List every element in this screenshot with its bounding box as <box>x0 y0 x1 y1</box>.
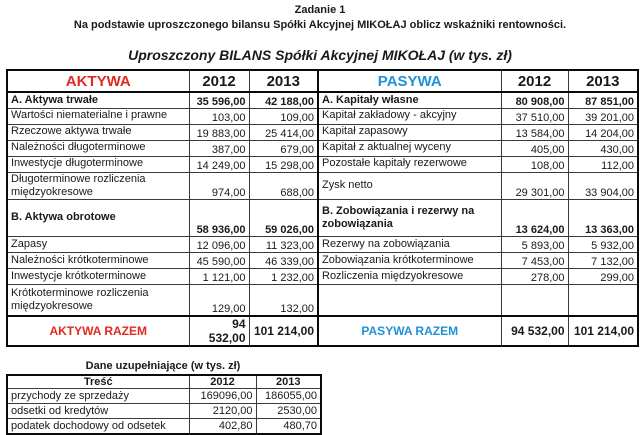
pasywa-razem-label: PASYWA RAZEM <box>318 316 501 346</box>
pasywa-item-label: A. Kapitały własne <box>318 92 501 108</box>
sup-item-2012-value: 169096,00 <box>189 389 256 404</box>
aktywa-header-cell: AKTYWA <box>7 70 189 92</box>
balance-row <box>7 92 638 108</box>
balance-table <box>6 69 639 347</box>
pasywa-item-2012-value: 5 893,00 <box>501 236 568 252</box>
pasywa-item-label: Kapitał zapasowy <box>318 124 501 140</box>
balance-total-row <box>7 316 638 346</box>
aktywa-item-2012-value: 14 249,00 <box>189 156 249 172</box>
pasywa-item-2013-value: 7 132,00 <box>568 252 638 268</box>
aktywa-item-label: A. Aktywa trwałe <box>7 92 189 108</box>
balance-row <box>7 140 638 156</box>
pasywa-item-2013-value: 14 204,00 <box>568 124 638 140</box>
supplementary-header-row <box>7 375 321 389</box>
aktywa-item-2012-value: 12 096,00 <box>189 236 249 252</box>
pasywa-item-2013-value <box>568 284 638 316</box>
balance-row <box>7 108 638 124</box>
sup-item-2013-value: 186055,00 <box>256 389 321 404</box>
sup-item-2013-value: 2530,00 <box>256 404 321 419</box>
sup-2013-header-cell: 2013 <box>256 375 321 389</box>
pasywa-item-2012-value: 37 510,00 <box>501 108 568 124</box>
aktywa-item-2012-value: 974,00 <box>189 172 249 199</box>
pasywa-item-2012-value: 13 624,00 <box>501 199 568 236</box>
pasywa-item-label: Zobowiązania krótkoterminowe <box>318 252 501 268</box>
pasywa-2012-header-cell: 2012 <box>501 70 568 92</box>
pasywa-header-cell: PASYWA <box>318 70 501 92</box>
pasywa-item-label: Kapitał zakładowy - akcyjny <box>318 108 501 124</box>
aktywa-item-2012-value: 45 590,00 <box>189 252 249 268</box>
aktywa-2013-header-cell: 2013 <box>249 70 318 92</box>
aktywa-item-2013-value: 679,00 <box>249 140 318 156</box>
balance-table-title: Uproszczony BILANS Spółki Akcyjnej MIKOŁAJ (w tys. zł) <box>128 47 512 63</box>
aktywa-item-2013-value: 25 414,00 <box>249 124 318 140</box>
pasywa-item-2013-value: 299,00 <box>568 268 638 284</box>
sup-item-label: przychody ze sprzedaży <box>7 389 189 404</box>
supplementary-row <box>7 404 321 419</box>
aktywa-item-label: Inwestycje krótkoterminowe <box>7 268 189 284</box>
pasywa-item-2013-value: 39 201,00 <box>568 108 638 124</box>
sup-item-label: odsetki od kredytów <box>7 404 189 419</box>
supplementary-title: Dane uzupełniające (w tys. zł) <box>85 360 241 373</box>
pasywa-item-label: Zysk netto <box>318 172 501 199</box>
supplementary-row <box>7 389 321 404</box>
pasywa-item-label: Rozliczenia międzyokresowe <box>318 268 501 284</box>
aktywa-item-label: Wartości niematerialne i prawne <box>7 108 189 124</box>
pasywa-item-label: B. Zobowiązania i rezerwy na zobowiązania <box>318 199 501 236</box>
aktywa-item-2012-value: 58 936,00 <box>189 199 249 236</box>
aktywa-item-2012-value: 1 121,00 <box>189 268 249 284</box>
tresc-header-cell: Treść <box>7 375 189 389</box>
aktywa-item-2012-value: 19 883,00 <box>189 124 249 140</box>
aktywa-item-2013-value: 109,00 <box>249 108 318 124</box>
aktywa-item-2012-value: 387,00 <box>189 140 249 156</box>
balance-row <box>7 172 638 199</box>
balance-row <box>7 236 638 252</box>
aktywa-razem-label: AKTYWA RAZEM <box>7 316 189 346</box>
pasywa-item-label <box>318 284 501 316</box>
balance-row <box>7 284 638 316</box>
pasywa-razem-2013-value: 101 214,00 <box>568 316 638 346</box>
aktywa-item-label: Należności długoterminowe <box>7 140 189 156</box>
aktywa-item-2013-value: 1 232,00 <box>249 268 318 284</box>
balance-row <box>7 252 638 268</box>
sup-2012-header-cell: 2012 <box>189 375 256 389</box>
instruction-text: Na podstawie uproszczonego bilansu Spółki Akcyjnej MIKOŁAJ oblicz wskaźniki rentowności. <box>73 19 567 31</box>
pasywa-item-2012-value <box>501 284 568 316</box>
pasywa-item-label: Kapitał z aktualnej wyceny <box>318 140 501 156</box>
aktywa-razem-2012-value: 94 532,00 <box>189 316 249 346</box>
aktywa-item-2013-value: 15 298,00 <box>249 156 318 172</box>
pasywa-item-label: Pozostałe kapitały rezerwowe <box>318 156 501 172</box>
aktywa-item-2013-value: 59 026,00 <box>249 199 318 236</box>
pasywa-item-2013-value: 430,00 <box>568 140 638 156</box>
balance-row <box>7 156 638 172</box>
pasywa-item-2012-value: 29 301,00 <box>501 172 568 199</box>
pasywa-item-2013-value: 112,00 <box>568 156 638 172</box>
pasywa-item-2012-value: 278,00 <box>501 268 568 284</box>
supplementary-row <box>7 419 321 434</box>
aktywa-item-2012-value: 129,00 <box>189 284 249 316</box>
balance-row <box>7 124 638 140</box>
aktywa-item-label: Należności krótkoterminowe <box>7 252 189 268</box>
balance-header-row <box>7 70 638 92</box>
pasywa-item-2013-value: 13 363,00 <box>568 199 638 236</box>
pasywa-item-2012-value: 80 908,00 <box>501 92 568 108</box>
pasywa-item-2013-value: 33 904,00 <box>568 172 638 199</box>
pasywa-item-2013-value: 87 851,00 <box>568 92 638 108</box>
sup-item-2012-value: 402,80 <box>189 419 256 434</box>
aktywa-item-2013-value: 46 339,00 <box>249 252 318 268</box>
supplementary-table <box>6 374 322 435</box>
exercise-title: Zadanie 1 <box>294 4 346 16</box>
pasywa-item-2012-value: 7 453,00 <box>501 252 568 268</box>
aktywa-item-2013-value: 11 323,00 <box>249 236 318 252</box>
sup-item-2012-value: 2120,00 <box>189 404 256 419</box>
aktywa-item-label: Długoterminowe rozliczenia międzyokresowe <box>7 172 189 199</box>
aktywa-item-2012-value: 103,00 <box>189 108 249 124</box>
aktywa-razem-2013-value: 101 214,00 <box>249 316 318 346</box>
balance-row <box>7 199 638 236</box>
pasywa-razem-2012-value: 94 532,00 <box>501 316 568 346</box>
pasywa-item-2012-value: 405,00 <box>501 140 568 156</box>
aktywa-item-label: Krótkoterminowe rozliczenia międzyokresowe <box>7 284 189 316</box>
aktywa-2012-header-cell: 2012 <box>189 70 249 92</box>
aktywa-item-label: Zapasy <box>7 236 189 252</box>
pasywa-item-2013-value: 5 932,00 <box>568 236 638 252</box>
pasywa-item-label: Rezerwy na zobowiązania <box>318 236 501 252</box>
pasywa-item-2012-value: 13 584,00 <box>501 124 568 140</box>
pasywa-item-2012-value: 108,00 <box>501 156 568 172</box>
aktywa-item-label: B. Aktywa obrotowe <box>7 199 189 236</box>
aktywa-item-label: Inwestycje długoterminowe <box>7 156 189 172</box>
aktywa-item-2012-value: 35 596,00 <box>189 92 249 108</box>
sup-item-2013-value: 480,70 <box>256 419 321 434</box>
sup-item-label: podatek dochodowy od odsetek <box>7 419 189 434</box>
balance-row <box>7 268 638 284</box>
pasywa-2013-header-cell: 2013 <box>568 70 638 92</box>
aktywa-item-label: Rzeczowe aktywa trwałe <box>7 124 189 140</box>
aktywa-item-2013-value: 42 188,00 <box>249 92 318 108</box>
aktywa-item-2013-value: 132,00 <box>249 284 318 316</box>
aktywa-item-2013-value: 688,00 <box>249 172 318 199</box>
